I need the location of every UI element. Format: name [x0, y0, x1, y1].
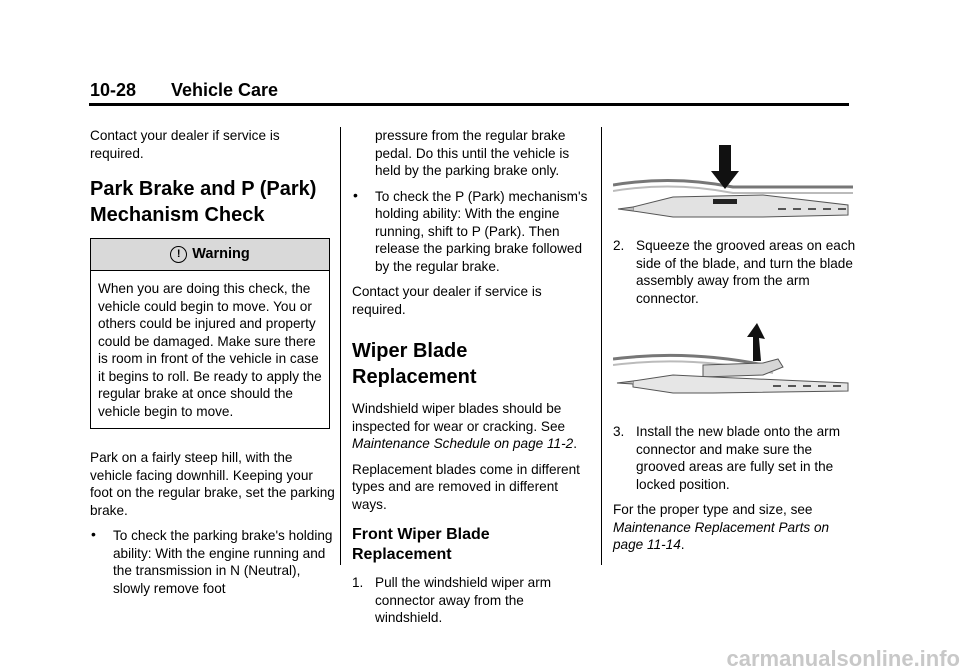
watermark: carmanualsonline.info [726, 646, 960, 671]
bullet-continuation: pressure from the regular brake pedal. Do this until the vehicle is held by the parking brake only. [375, 128, 570, 178]
bullet-text: To check the parking brake's holding ability: With the engine running and the transmission in N (Neutral), slowly remove foot [113, 528, 333, 596]
bullet-park-mechanism [352, 188, 592, 276]
intro-text: Contact your dealer if service is required. [90, 128, 280, 161]
step-1 [352, 574, 592, 627]
column-divider [340, 127, 341, 565]
wiper-text: Windshield wiper blades should be inspected for wear or cracking. See [352, 401, 566, 434]
step-3 [613, 423, 858, 493]
maintenance-schedule-link[interactable]: Maintenance Schedule on page 11-2 [352, 436, 574, 451]
proper-type-paragraph: For the proper type and size, see Maintenance Replacement Parts on page 11-14. [613, 502, 830, 552]
wiper-paragraph-2: Replacement blades come in different types and are removed in different ways. [352, 461, 580, 512]
step-number: 1. [352, 575, 364, 590]
column-1 [90, 127, 335, 605]
wiper-arm-image [613, 145, 853, 231]
proper-type-text: For the proper type and size, see [613, 502, 813, 517]
page-number: 10-28 [90, 80, 137, 100]
column-divider [601, 127, 602, 565]
column-3 [613, 127, 858, 562]
step-text: Squeeze the grooved areas on each side of the blade, and turn the blade assembly away from the arm connector. [636, 238, 856, 306]
column-2 [352, 127, 592, 635]
bullet-icon: • [353, 186, 358, 203]
wiper-heading: Wiper Blade Replacement [352, 340, 477, 388]
park-brake-heading: Park Brake and P (Park) Mechanism Check [90, 178, 317, 226]
step-text: Install the new blade onto the arm connector and make sure the grooved areas are fully set in the locked position. [636, 424, 841, 492]
wiper-illustration-1 [613, 145, 858, 231]
bullet-parking-brake [90, 527, 335, 597]
warning-box [90, 238, 330, 429]
warning-label: Warning [192, 245, 250, 262]
warning-icon: ! [170, 246, 187, 263]
contact-text: Contact your dealer if service is required. [352, 284, 542, 317]
bullet-icon: • [91, 526, 96, 542]
warning-body: When you are doing this check, the vehicle could begin to move. You or others could be injured and property could be damaged. Make sure there is room in front of the vehicle in case it begins to roll. Be ready to apply the regular brake at once should the vehicle begin to move. [98, 281, 322, 419]
front-wiper-heading: Front Wiper Blade Replacement [352, 526, 490, 563]
replacement-parts-link[interactable]: Maintenance Replacement Parts on page 11-14 [613, 519, 830, 552]
section-title: Vehicle Care [171, 80, 279, 100]
blade-removal-image [613, 321, 853, 413]
step-2 [613, 237, 858, 307]
warning-header [91, 239, 329, 271]
step-number: 2. [613, 238, 625, 253]
step-number: 3. [613, 424, 625, 439]
wiper-paragraph-1: Windshield wiper blades should be inspected for wear or cracking. See Maintenance Schedule on page 11-2. [352, 401, 577, 451]
park-paragraph: Park on a fairly steep hill, with the vehicle facing downhill. Keeping your foot on the regular brake, set the parking brake. [90, 450, 335, 518]
step-text: Pull the windshield wiper arm connector away from the windshield. [375, 575, 552, 625]
wiper-illustration-2 [613, 321, 858, 413]
bullet-text: To check the P (Park) mechanism's holding ability: With the engine running, shift to P (Park). Then release the parking brake followed by the regular brake. [375, 188, 588, 274]
header-rule [89, 103, 849, 106]
